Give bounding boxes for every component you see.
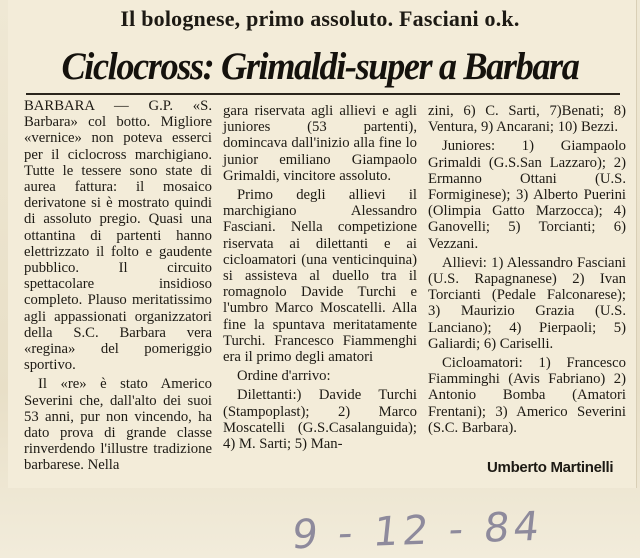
- results-dilettanti-cont: zini, 6) C. Sarti, 7)Benati; 8) Ventura, 9) Ancarani; 10) Bezzi.: [428, 103, 626, 136]
- handwritten-date: 9 - 12 - 84: [289, 503, 546, 558]
- article-column-1: [24, 98, 212, 474]
- article-column-2: [223, 103, 417, 452]
- results-juniores: Juniores: 1) Giampaolo Grimaldi (G.S.San Lazzaro); 2) Ermanno Ottani (U.S. Formiginese); 3) Alberto Puerini (Olimpia Gatto Marzocca); 4) Ganovelli; 5) Torcianti; 6) Vezzani.: [428, 138, 626, 252]
- article-headline: Ciclocross: Grimaldi-super a Barbara: [61, 45, 579, 88]
- results-cicloamatori: Cicloamatori: 1) Francesco Fiamminghi (Avis Fabriano) 2) Antonio Bomba (Amatori Frentani); 3) Americo Severini (S.C. Barbara).: [428, 355, 626, 436]
- paragraph: gara riservata agli allievi e agli juniores (53 partenti), domincava dall'inizio alla fine lo junior emiliano Giampaolo Grimaldi, vincitore assoluto.: [223, 103, 417, 184]
- paragraph: Il «re» è stato Americo Severini che, dall'alto dei suoi 53 anni, pur non vincendo, ha dato prova di grande classe rinverdendo l'illustre tradizione barbarese. Nella: [24, 376, 212, 474]
- results-allievi: Allievi: 1) Alessandro Fasciani (U.S. Rapagnanese) 2) Ivan Torcianti (Pedale Falconarese); 3) Maurizio Grazia (U.S. Lanciano); 4) Pierpaoli; 5) Galiardi; 6) Cariselli.: [428, 254, 626, 352]
- byline: Umberto Martinelli: [487, 459, 614, 476]
- article-kicker: Il bolognese, primo assoluto. Fasciani o.k.: [120, 6, 520, 31]
- results-dilettanti: Dilettanti:) Davide Turchi (Stampoplast); 2) Marco Moscatelli (G.S.Casalanguida); 4) M. Sarti; 5) Man-: [223, 387, 417, 453]
- paragraph: Primo degli allievi il marchigiano Alessandro Fasciani. Nella competizione riservata ai dilettanti e ai cicloamatori (una venticinquina) si assisteva al duello tra il romagnolo Davide Turchi e l'umbro Marco Moscatelli. Alla fine la spuntava meritatamente Turchi. Francesco Fiammenghi era il primo degli amatori: [223, 187, 417, 366]
- paragraph: BARBARA — G.P. «S. Barbara» col botto. Migliore «vernice» non poteva esserci per il ciclocross marchigiano. Tutte le tessere sono state di aurea fattura: il mosaico derivatone si è mostrato quindi di assoluto pregio. Quasi una ottantina di partenti hanno elettrizzato il folto e gaudente pubblico. Il circuito spettacolare insidioso completo. Plauso meritatissimo agli appassionati organizzatori della S.C. Barbara vera «regina» del pomeriggio sportivo.: [24, 98, 212, 374]
- headline-rule: [26, 93, 620, 95]
- results-heading: Ordine d'arrivo:: [237, 368, 331, 385]
- article-column-3: [428, 103, 626, 436]
